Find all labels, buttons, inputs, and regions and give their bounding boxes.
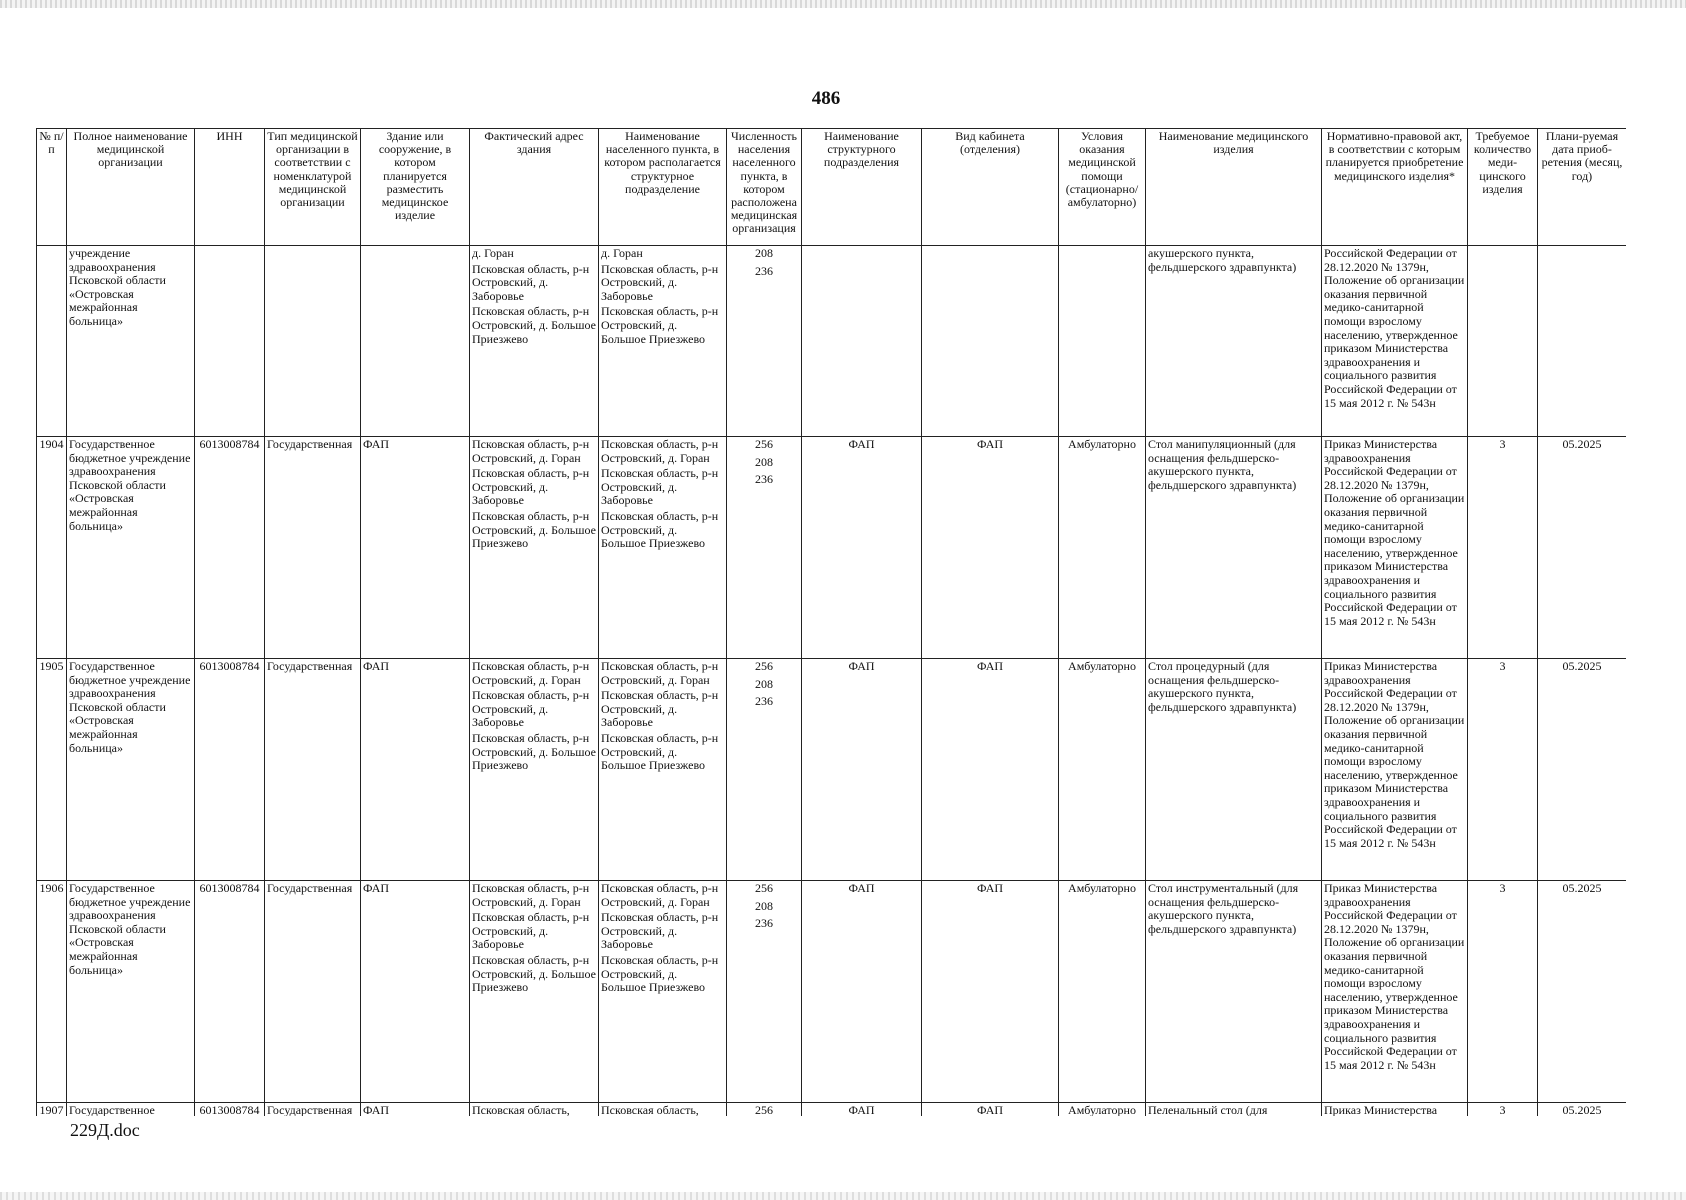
address-line: д. Горан xyxy=(472,246,514,260)
cell-date: 05.2025 xyxy=(1538,881,1627,1103)
cell-num: 1904 xyxy=(37,437,67,659)
cell-date: 05.2025 xyxy=(1538,437,1627,659)
header-division: Наименование структурного подразделения xyxy=(802,129,922,246)
cell-num: 1906 xyxy=(37,881,67,1103)
cell-num: 1907 xyxy=(37,1103,67,1117)
cell-address xyxy=(470,246,599,437)
cell-settlement xyxy=(599,246,727,437)
population-value: 208 xyxy=(755,898,773,913)
population-value: 236 xyxy=(755,263,773,278)
cell-date xyxy=(1538,246,1627,437)
header-cabinet: Вид кабинета (отделения) xyxy=(922,129,1059,246)
table-viewport xyxy=(36,128,1626,1116)
cell-building: ФАП xyxy=(361,659,470,881)
settlement-line: Псковская область, р-н Островский, д. Горан xyxy=(601,659,719,687)
population-value: 236 xyxy=(755,694,773,709)
settlement-line: Псковская область, р-н Островский, д. Большое Приезжево xyxy=(601,730,719,773)
population-value: 236 xyxy=(755,916,773,931)
cell-address: Псковская область, xyxy=(470,1103,599,1117)
cell-quantity: 3 xyxy=(1468,437,1538,659)
cell-cabinet xyxy=(922,246,1059,437)
table-row xyxy=(37,881,1627,1103)
cell-legal-act: Приказ Министерства здравоохранения Российской Федерации от 28.12.2020 № 1379н, Положение об организации оказания первичной медико-санитарной помощи взрослому населению, утвержденное приказом Министерства здравоохранения и социального развития Российской Федерации от 15 мая 2012 г. № 543н xyxy=(1322,881,1468,1103)
cell-device: Стол манипуляционный (для оснащения фельдшерско-акушерского пункта, фельдшерского здравпункта) xyxy=(1146,437,1322,659)
scan-edge-bottom xyxy=(0,1192,1686,1200)
cell-org: Государственное бюджетное учреждение здравоохранения Псковской области «Островская межрайонная больница» xyxy=(67,437,195,659)
settlement-line: Псковская область, р-н Островский, д. Заборовье xyxy=(601,910,719,952)
cell-conditions xyxy=(1059,246,1146,437)
population-value: 256 xyxy=(755,659,773,673)
header-org-type: Тип медицинской организации в соответствии с номенклатурой медицинской организации xyxy=(265,129,361,246)
cell-device: Стол процедурный (для оснащения фельдшерско-акушерского пункта, фельдшерского здравпункта) xyxy=(1146,659,1322,881)
cell-building: ФАП xyxy=(361,881,470,1103)
cell-population xyxy=(727,881,802,1103)
table-row xyxy=(37,437,1627,659)
settlement-line: Псковская область, р-н Островский, д. Большое Приезжево xyxy=(601,508,719,551)
cell-population: 256 xyxy=(727,1103,802,1117)
cell-legal-act: Приказ Министерства здравоохранения Российской Федерации от 28.12.2020 № 1379н, Положение об организации оказания первичной медико-санитарной помощи взрослому населению, утвержденное приказом Министерства здравоохранения и социального развития Российской Федерации от 15 мая 2012 г. № 543н xyxy=(1322,437,1468,659)
scan-edge-top xyxy=(0,0,1686,8)
cell-org: Государственное бюджетное учреждение здравоохранения Псковской области «Островская межрайонная больница» xyxy=(67,881,195,1103)
header-conditions: Условия оказания медицинской помощи (стационарно/ амбулаторно) xyxy=(1059,129,1146,246)
address-line: Псковская область, р-н Островский, д. Горан xyxy=(472,437,590,465)
address-line: Псковская область, р-н Островский, д. Заборовье xyxy=(472,910,590,952)
header-address: Фактический адрес здания xyxy=(470,129,599,246)
settlement-line: Псковская область, р-н Островский, д. Горан xyxy=(601,437,719,465)
cell-legal-act: Приказ Министерства xyxy=(1322,1103,1468,1117)
cell-division xyxy=(802,246,922,437)
cell-num xyxy=(37,246,67,437)
page-number: 486 xyxy=(811,88,841,109)
cell-division: ФАП xyxy=(802,659,922,881)
address-line: Псковская область, р-н Островский, д. Горан xyxy=(472,881,590,909)
cell-cabinet: ФАП xyxy=(922,437,1059,659)
header-population: Численность населения населенного пункта, в котором расположена медицинская организация xyxy=(727,129,802,246)
cell-date: 05.2025 xyxy=(1538,1103,1627,1117)
cell-quantity xyxy=(1468,246,1538,437)
cell-cabinet: ФАП xyxy=(922,881,1059,1103)
header-building: Здание или сооружение, в котором планируется разместить медицинское изделие xyxy=(361,129,470,246)
table-row-truncated xyxy=(37,1103,1627,1117)
settlement-line: Псковская область, р-н Островский, д. Большое Приезжево xyxy=(601,304,719,346)
cell-building xyxy=(361,246,470,437)
address-line: Псковская область, р-н Островский, д. Заборовье xyxy=(472,688,590,730)
header-device: Наименование медицинского изделия xyxy=(1146,129,1322,246)
cell-org-type: Государственная xyxy=(265,1103,361,1117)
cell-building: ФАП xyxy=(361,1103,470,1117)
population-value: 256 xyxy=(755,437,773,451)
cell-inn: 6013008784 xyxy=(195,659,265,881)
address-line: Псковская область, р-н Островский, д. Большое Приезжево xyxy=(472,304,596,346)
cell-org: Государственное xyxy=(67,1103,195,1117)
settlement-line: Псковская область, р-н Островский, д. Большое Приезжево xyxy=(601,952,719,995)
population-value: 208 xyxy=(755,246,773,260)
cell-division: ФАП xyxy=(802,1103,922,1117)
cell-settlement xyxy=(599,437,727,659)
cell-building: ФАП xyxy=(361,437,470,659)
table-header xyxy=(37,129,1627,246)
cell-address xyxy=(470,659,599,881)
address-line: Псковская область, р-н Островский, д. Горан xyxy=(472,659,590,687)
cell-address xyxy=(470,437,599,659)
address-line: Псковская область, р-н Островский, д. Заборовье xyxy=(472,466,590,508)
cell-inn: 6013008784 xyxy=(195,437,265,659)
cell-quantity: 3 xyxy=(1468,881,1538,1103)
cell-address xyxy=(470,881,599,1103)
cell-org-type xyxy=(265,246,361,437)
cell-num: 1905 xyxy=(37,659,67,881)
cell-date: 05.2025 xyxy=(1538,659,1627,881)
settlement-line: Псковская область, р-н Островский, д. Заборовье xyxy=(601,688,719,730)
address-line: Псковская область, р-н Островский, д. Большое Приезжево xyxy=(472,952,596,995)
cell-inn: 6013008784 xyxy=(195,1103,265,1117)
header-quantity: Требуемое количество меди-цинского изделия xyxy=(1468,129,1538,246)
cell-org: учреждение здравоохранения Псковской области «Островская межрайонная больница» xyxy=(67,246,195,437)
cell-conditions: Амбулаторно xyxy=(1059,437,1146,659)
cell-device: акушерского пункта, фельдшерского здравпункта) xyxy=(1146,246,1322,437)
cell-quantity: 3 xyxy=(1468,659,1538,881)
cell-org-type: Государственная xyxy=(265,437,361,659)
header-num: № п/п xyxy=(37,129,67,246)
header-settlement: Наименование населенного пункта, в котором располагается структурное подразделение xyxy=(599,129,727,246)
population-value: 208 xyxy=(755,676,773,691)
population-value: 236 xyxy=(755,472,773,487)
cell-population xyxy=(727,437,802,659)
cell-conditions: Амбулаторно xyxy=(1059,659,1146,881)
cell-settlement: Псковская область, xyxy=(599,1103,727,1117)
cell-settlement xyxy=(599,659,727,881)
settlement-line: д. Горан xyxy=(601,246,643,260)
cell-org-type: Государственная xyxy=(265,659,361,881)
header-legal-act: Нормативно-правовой акт, в соответствии с которым планируется приобретение медицинского изделия* xyxy=(1322,129,1468,246)
cell-org: Государственное бюджетное учреждение здравоохранения Псковской области «Островская межрайонная больница» xyxy=(67,659,195,881)
header-org: Полное наименование медицинской организации xyxy=(67,129,195,246)
equipment-table xyxy=(36,128,1626,1116)
population-value: 256 xyxy=(755,881,773,895)
address-line: Псковская область, р-н Островский, д. Большое Приезжево xyxy=(472,508,596,551)
cell-conditions: Амбулаторно xyxy=(1059,881,1146,1103)
address-line: Псковская область, р-н Островский, д. Большое Приезжево xyxy=(472,730,596,773)
cell-quantity: 3 xyxy=(1468,1103,1538,1117)
cell-inn xyxy=(195,246,265,437)
cell-conditions: Амбулаторно xyxy=(1059,1103,1146,1117)
cell-device: Стол инструментальный (для оснащения фельдшерско-акушерского пункта, фельдшерского здравпункта) xyxy=(1146,881,1322,1103)
table-row-continuation xyxy=(37,246,1627,437)
settlement-line: Псковская область, р-н Островский, д. Заборовье xyxy=(601,261,719,303)
cell-device: Пеленальный стол (для xyxy=(1146,1103,1322,1117)
cell-population xyxy=(727,246,802,437)
cell-legal-act: Приказ Министерства здравоохранения Российской Федерации от 28.12.2020 № 1379н, Положение об организации оказания первичной медико-санитарной помощи взрослому населению, утвержденное приказом Министерства здравоохранения и социального развития Российской Федерации от 15 мая 2012 г. № 543н xyxy=(1322,659,1468,881)
cell-cabinet: ФАП xyxy=(922,659,1059,881)
cell-org-type: Государственная xyxy=(265,881,361,1103)
cell-settlement xyxy=(599,881,727,1103)
cell-cabinet: ФАП xyxy=(922,1103,1059,1117)
footer-filename: 229Д.doc xyxy=(70,1120,140,1140)
header-date: Плани-руемая дата приоб-ретения (месяц, год) xyxy=(1538,129,1627,246)
settlement-line: Псковская область, р-н Островский, д. Горан xyxy=(601,881,719,909)
settlement-line: Псковская область, р-н Островский, д. Заборовье xyxy=(601,466,719,508)
table-row xyxy=(37,659,1627,881)
cell-division: ФАП xyxy=(802,437,922,659)
cell-legal-act: Российской Федерации от 28.12.2020 № 1379н, Положение об организации оказания первичной медико-санитарной помощи взрослому населению, утвержденное приказом Министерства здравоохранения и социального развития Российской Федерации от 15 мая 2012 г. № 543н xyxy=(1322,246,1468,437)
cell-population xyxy=(727,659,802,881)
cell-inn: 6013008784 xyxy=(195,881,265,1103)
population-value: 208 xyxy=(755,454,773,469)
address-line: Псковская область, р-н Островский, д. Заборовье xyxy=(472,261,590,303)
cell-division: ФАП xyxy=(802,881,922,1103)
header-inn: ИНН xyxy=(195,129,265,246)
